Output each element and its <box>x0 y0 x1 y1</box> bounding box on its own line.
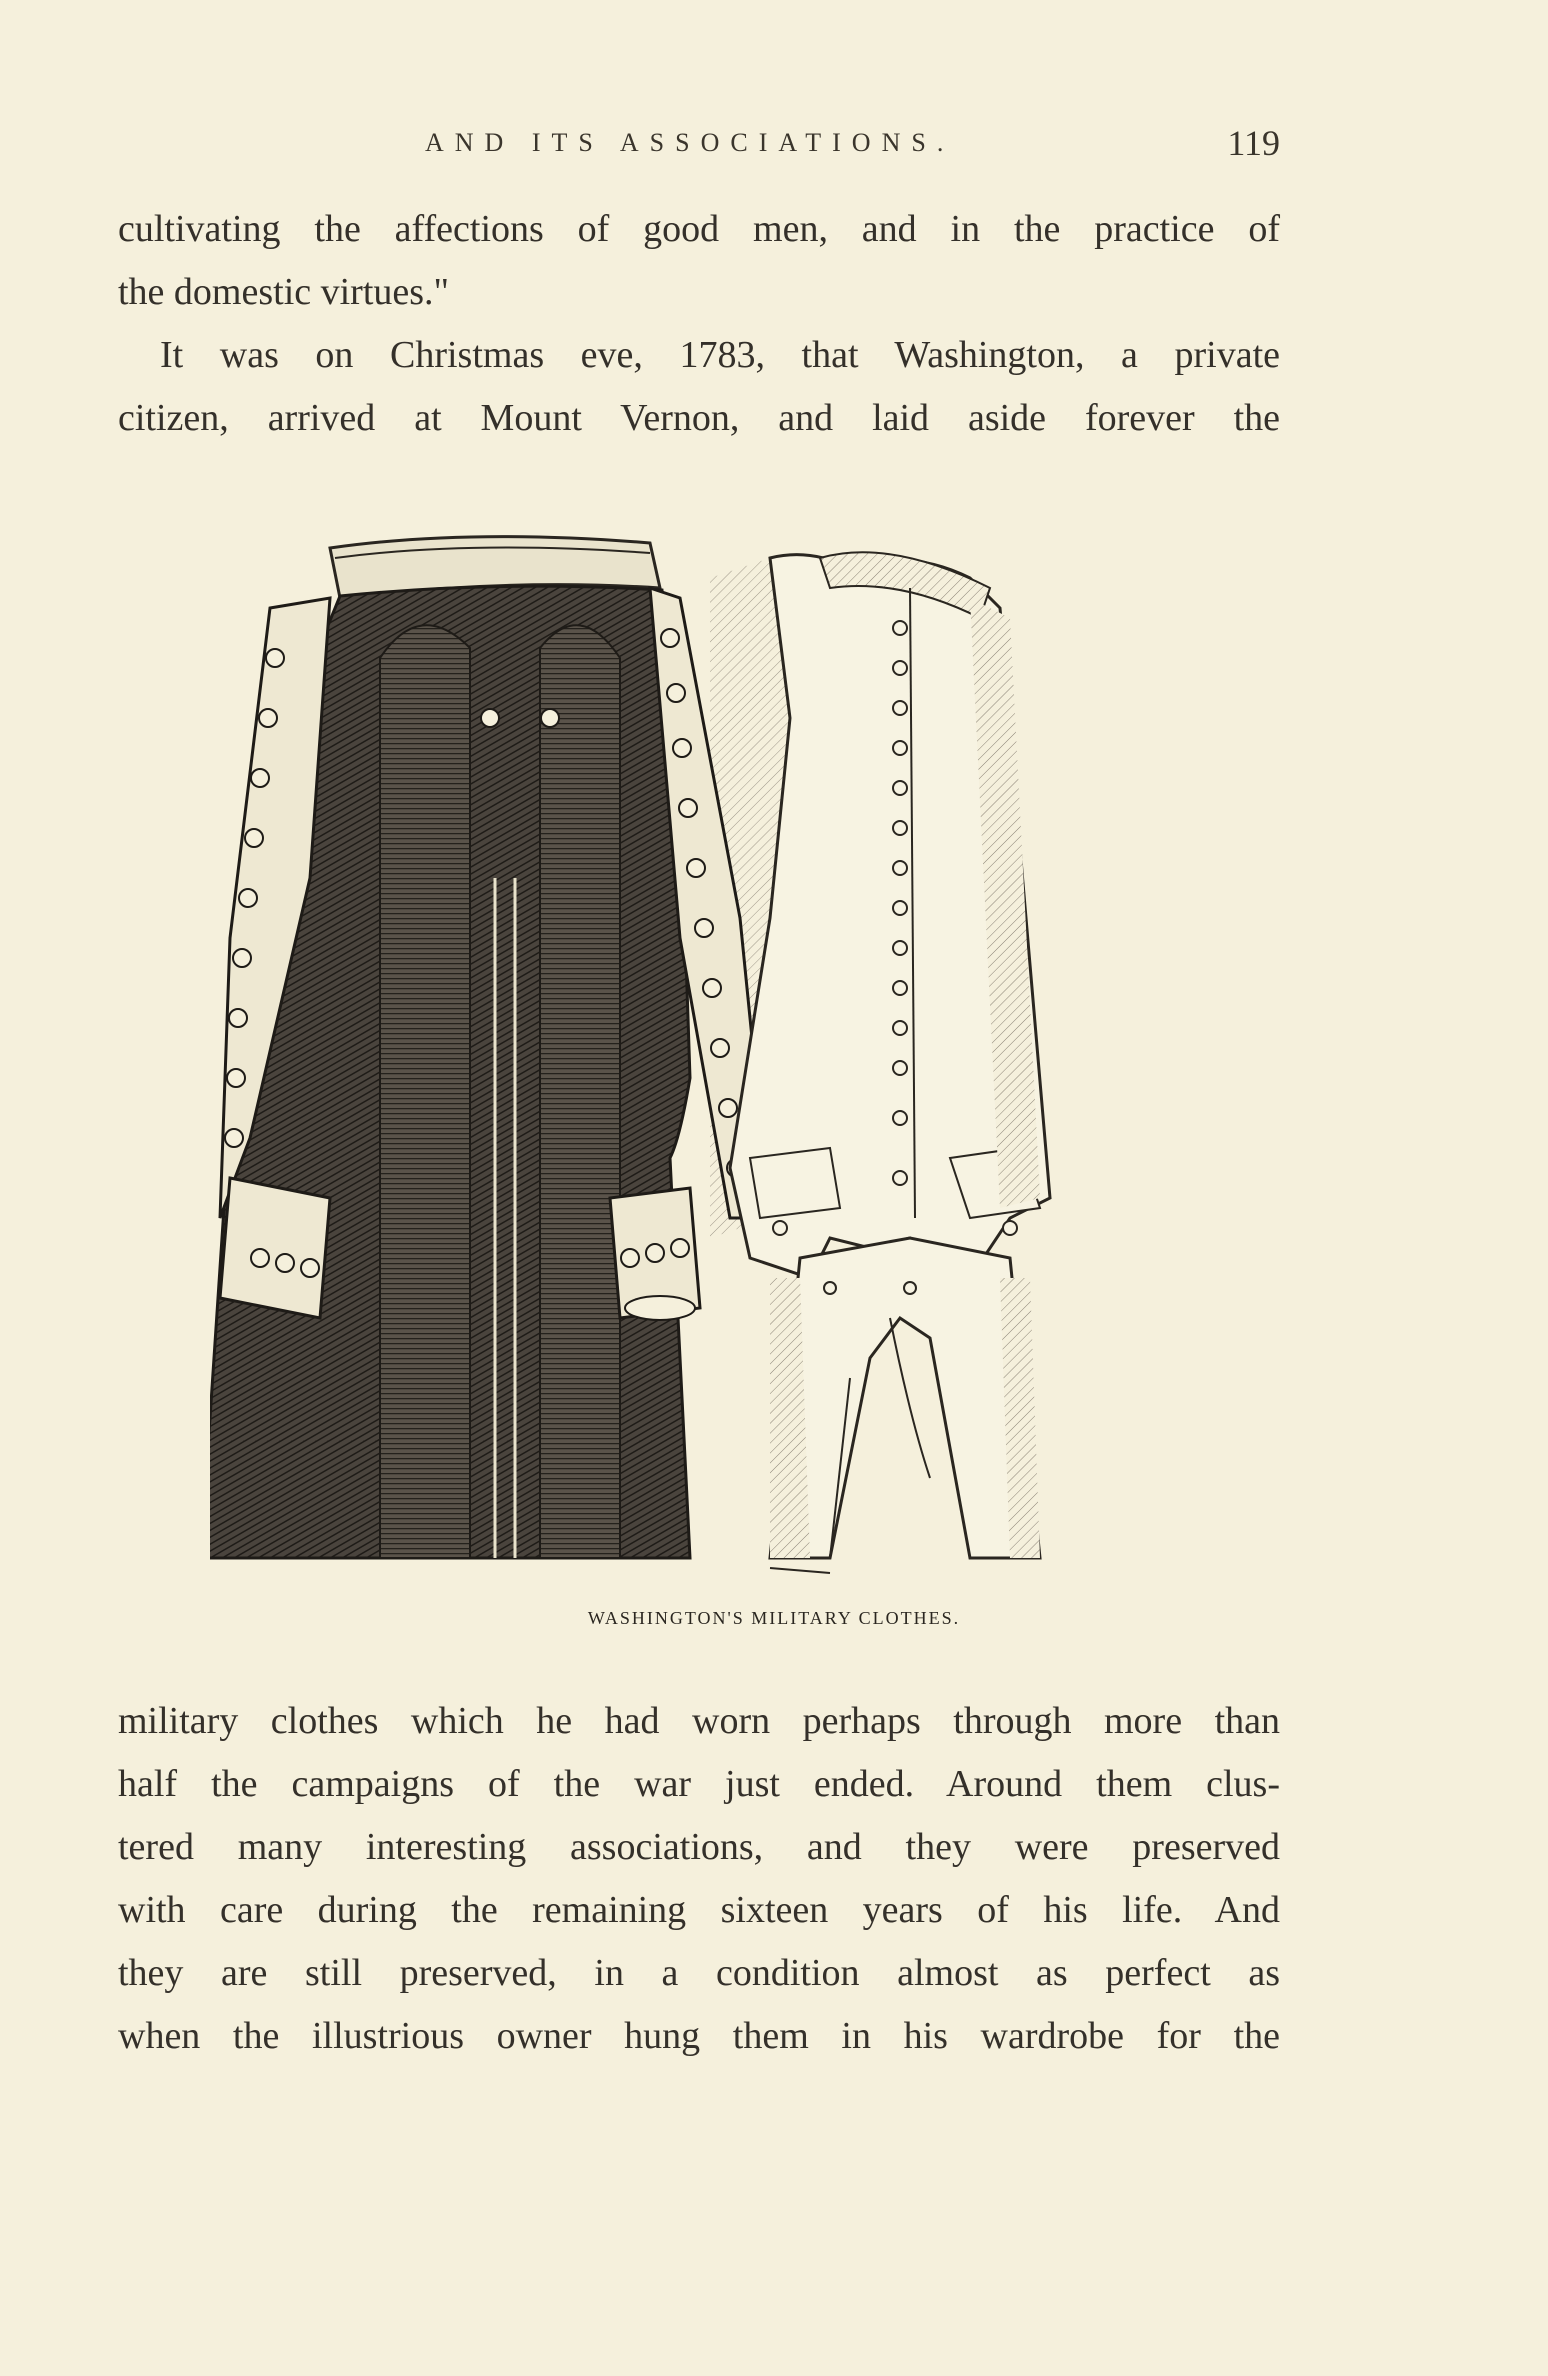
text-block-top <box>118 198 1280 450</box>
page-number: 119 <box>1227 123 1280 163</box>
military-clothes-engraving <box>210 518 1170 1598</box>
text-line: when the illustrious owner hung them in his wardrobe for the <box>118 2015 1280 2057</box>
breeches-figure <box>770 1238 1040 1573</box>
text-line: cultivating the affections of good men, and in the practice of <box>118 208 1280 250</box>
running-head <box>0 123 1548 168</box>
text-line: the domestic virtues." <box>118 271 450 313</box>
text-line: It was on Christmas eve, 1783, that Washington, a private <box>160 334 1280 376</box>
text-line: tered many interesting associations, and they were preserved <box>118 1826 1280 1868</box>
text-line: they are still preserved, in a condition almost as perfect as <box>118 1952 1280 1994</box>
coat-figure <box>210 537 770 1558</box>
text-block-bottom <box>118 1690 1280 2068</box>
text-line: citizen, arrived at Mount Vernon, and laid aside forever the <box>118 397 1280 439</box>
text-line: with care during the remaining sixteen years of his life. And <box>118 1889 1280 1931</box>
running-title: AND ITS ASSOCIATIONS. <box>425 128 955 157</box>
text-line: military clothes which he had worn perhaps through more than <box>118 1700 1280 1742</box>
text-line: half the campaigns of the war just ended. Around them clus- <box>118 1763 1280 1805</box>
figure-caption: WASHINGTON'S MILITARY CLOTHES. <box>587 1608 961 1628</box>
